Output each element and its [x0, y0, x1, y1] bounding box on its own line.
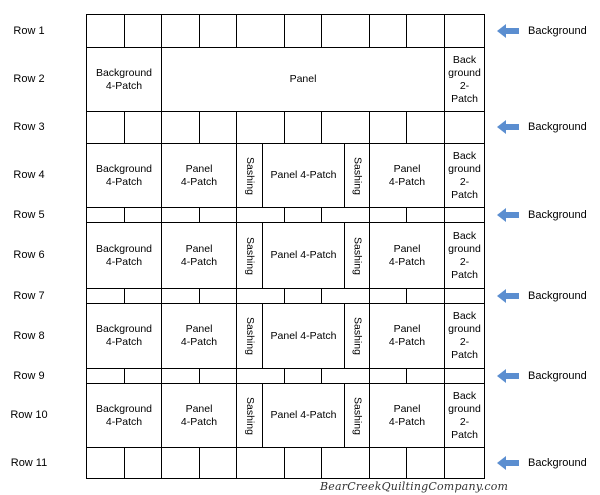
block-cell [236, 222, 263, 289]
block-cell [161, 222, 237, 289]
block-label: Panel 4-Patch [270, 409, 337, 421]
sashing-label: Sashing [351, 317, 364, 355]
background-square [406, 111, 445, 144]
background-square [406, 447, 445, 479]
background-square [86, 447, 125, 479]
background-square [199, 111, 237, 144]
background-square [321, 447, 370, 479]
left-arrow-icon [497, 24, 519, 38]
background-square [124, 111, 162, 144]
background-square [284, 207, 322, 223]
background-indicator [497, 456, 587, 470]
row-label: Row 3 [13, 121, 45, 133]
background-square [86, 14, 125, 48]
block-label: Panel 4-Patch [388, 402, 426, 428]
background-square [321, 111, 370, 144]
background-square [161, 368, 200, 384]
background-square [444, 111, 485, 144]
block-label: Panel 4-Patch [388, 323, 426, 348]
block-cell [86, 222, 162, 289]
background-square [321, 207, 370, 223]
background-square [284, 368, 322, 384]
left-arrow-icon [497, 120, 519, 134]
background-square [369, 447, 407, 479]
background-indicator [497, 24, 587, 38]
block-cell [236, 383, 263, 448]
background-square [284, 14, 322, 48]
block-cell [161, 47, 445, 112]
background-square [444, 368, 485, 384]
background-square [161, 14, 200, 48]
block-cell [344, 383, 370, 448]
sashing-label: Sashing [351, 156, 364, 195]
background-square [321, 14, 370, 48]
block-cell [86, 143, 162, 208]
left-arrow-icon [497, 456, 519, 470]
background-square [161, 288, 200, 304]
block-label: Back ground 2- Patch [448, 229, 481, 281]
background-square [124, 14, 162, 48]
background-square [124, 447, 162, 479]
block-cell [444, 143, 485, 208]
sashing-label: Sashing [244, 317, 256, 355]
background-square [369, 288, 407, 304]
background-square [236, 14, 285, 48]
block-label: Panel [289, 73, 317, 85]
block-label: Panel 4-Patch [388, 242, 426, 268]
background-square [199, 447, 237, 479]
block-label: Panel 4-Patch [180, 402, 218, 428]
background-square [124, 368, 162, 384]
background-square [124, 288, 162, 304]
background-square [236, 288, 285, 304]
block-label: Background 4-Patch [95, 402, 153, 428]
block-cell [369, 303, 445, 369]
background-label: Background [528, 369, 587, 382]
background-label: Background [528, 121, 587, 133]
block-label: Background 4-Patch [95, 242, 153, 268]
block-label: Back ground 2- Patch [448, 389, 481, 441]
background-square [444, 288, 485, 304]
block-cell [236, 143, 263, 208]
block-cell [161, 143, 237, 208]
block-cell [369, 143, 445, 208]
block-label: Panel 4-Patch [270, 169, 337, 181]
background-square [199, 207, 237, 223]
block-cell [262, 383, 345, 448]
background-square [86, 111, 125, 144]
block-cell [161, 303, 237, 369]
block-cell [161, 383, 237, 448]
block-cell [262, 143, 345, 208]
left-arrow-icon [497, 369, 519, 383]
background-square [236, 368, 285, 384]
background-square [369, 111, 407, 144]
background-square [161, 111, 200, 144]
background-label: Background [528, 289, 587, 302]
background-square [406, 207, 445, 223]
background-square [236, 447, 285, 479]
block-label: Panel 4-Patch [270, 329, 337, 342]
block-label: Panel 4-Patch [180, 242, 218, 268]
row-label: Row 8 [13, 329, 45, 342]
background-indicator [497, 289, 587, 303]
row-label: Row 11 [10, 456, 48, 469]
background-square [86, 368, 125, 384]
background-square [444, 207, 485, 223]
background-square [161, 207, 200, 223]
block-label: Panel 4-Patch [388, 162, 426, 188]
block-cell [86, 383, 162, 448]
block-cell [444, 303, 485, 369]
background-square [86, 207, 125, 223]
background-square [161, 447, 200, 479]
background-square [369, 207, 407, 223]
row-label: Row 1 [13, 24, 45, 37]
background-square [199, 288, 237, 304]
background-square [199, 368, 237, 384]
block-cell [86, 303, 162, 369]
background-square [124, 207, 162, 223]
background-indicator [497, 120, 587, 134]
background-square [369, 368, 407, 384]
block-label: Back ground 2- Patch [448, 310, 481, 361]
left-arrow-icon [497, 208, 519, 222]
background-square [406, 288, 445, 304]
block-label: Background 4-Patch [95, 323, 153, 348]
background-square [284, 288, 322, 304]
background-label: Background [528, 456, 587, 469]
sashing-label: Sashing [244, 156, 256, 195]
block-label: Background 4-Patch [95, 162, 153, 188]
background-square [284, 447, 322, 479]
background-square [406, 14, 445, 48]
row-label: Row 10 [10, 409, 48, 421]
block-cell [344, 303, 370, 369]
background-square [321, 288, 370, 304]
row-label: Row 5 [13, 208, 45, 221]
row-label: Row 9 [13, 369, 45, 382]
block-cell [444, 47, 485, 112]
left-arrow-icon [497, 289, 519, 303]
row-label: Row 7 [13, 289, 45, 302]
block-cell [369, 383, 445, 448]
block-cell [262, 303, 345, 369]
block-label: Panel 4-Patch [180, 323, 218, 348]
row-label: Row 4 [13, 169, 45, 181]
background-square [444, 14, 485, 48]
sashing-label: Sashing [244, 396, 256, 435]
block-cell [236, 303, 263, 369]
block-label: Background 4-Patch [95, 66, 153, 92]
background-label: Background [528, 208, 587, 221]
row-label: Row 6 [13, 249, 45, 261]
background-square [321, 368, 370, 384]
block-cell [344, 222, 370, 289]
block-cell [344, 143, 370, 208]
background-square [236, 207, 285, 223]
background-square [284, 111, 322, 144]
background-indicator [497, 208, 587, 222]
background-square [199, 14, 237, 48]
background-indicator [497, 369, 587, 383]
block-label: Back ground 2- Patch [448, 149, 481, 201]
sashing-label: Sashing [244, 236, 256, 275]
block-cell [444, 222, 485, 289]
block-label: Back ground 2- Patch [448, 53, 481, 105]
watermark: BearCreekQuiltingCompany.com [320, 480, 509, 493]
sashing-label: Sashing [351, 236, 364, 275]
sashing-label: Sashing [351, 396, 364, 435]
background-label: Background [528, 24, 587, 37]
background-square [369, 14, 407, 48]
background-square [406, 368, 445, 384]
block-cell [262, 222, 345, 289]
background-square [86, 288, 125, 304]
block-cell [86, 47, 162, 112]
block-cell [444, 383, 485, 448]
block-label: Panel 4-Patch [270, 249, 337, 261]
row-label: Row 2 [13, 73, 45, 85]
background-square [444, 447, 485, 479]
background-square [236, 111, 285, 144]
block-cell [369, 222, 445, 289]
block-label: Panel 4-Patch [180, 162, 218, 188]
